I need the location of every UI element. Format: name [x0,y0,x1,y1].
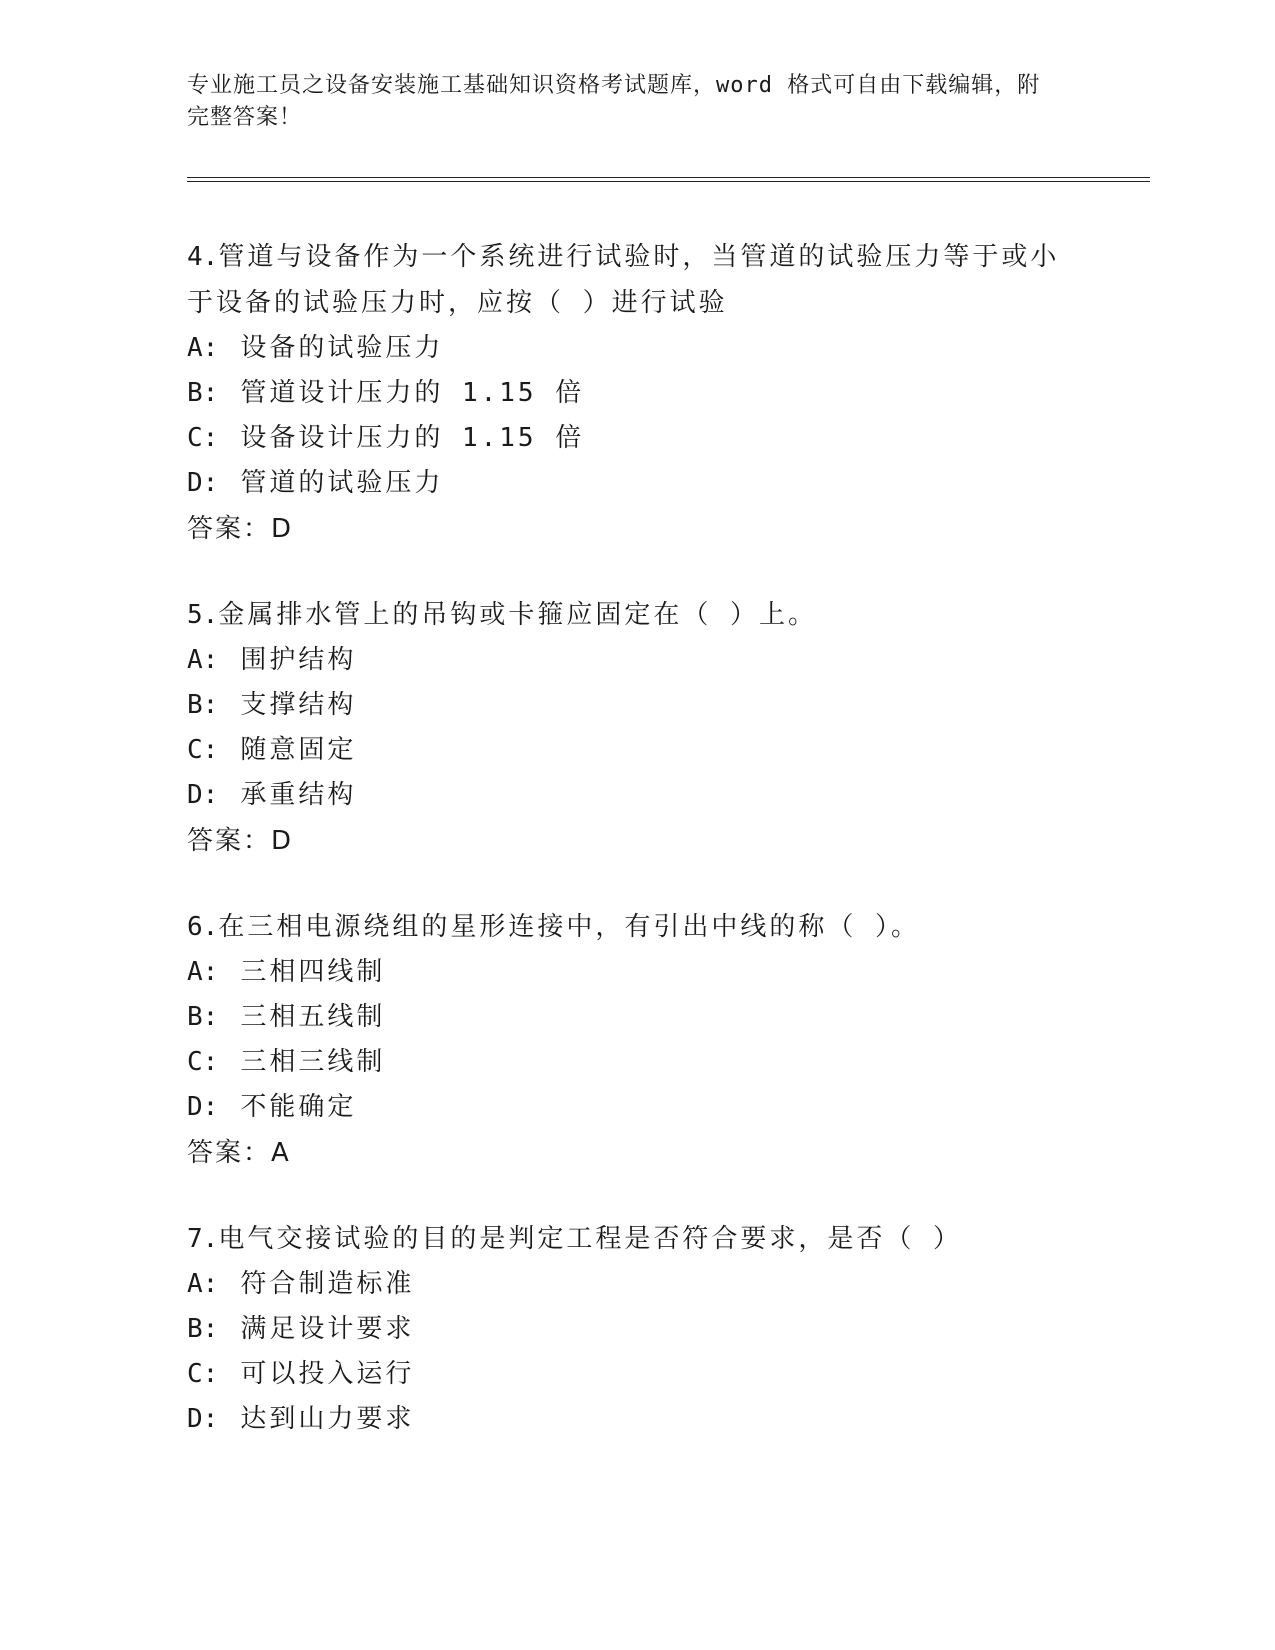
option-text: 符合制造标准 [240,1269,415,1299]
option-text: 支撑结构 [240,690,357,720]
question-stem [187,1216,1067,1262]
option-key: A: [187,957,219,987]
answer-line: 答案：A [187,1138,291,1168]
option-b [187,371,1150,416]
question-5 [187,592,1150,864]
option-d [187,773,1150,818]
option-d [187,461,1150,506]
question-6 [187,904,1150,1176]
option-a [187,1262,1150,1307]
question-text: 管道与设备作为一个系统进行试验时，当管道的试验压力等于或小于设备的试验压力时，应按（ ）进行试验 [187,242,1060,318]
option-key: C: [187,423,219,453]
option-text: 三相三线制 [240,1047,386,1077]
option-d [187,1397,1150,1442]
question-text: 在三相电源绕组的星形连接中，有引出中线的称（ ）。 [218,912,920,942]
question-stem [187,904,1067,950]
option-text: 达到山力要求 [240,1404,415,1434]
option-key: B: [187,378,219,408]
option-text: 不能确定 [240,1092,357,1122]
option-text: 设备设计压力的 1.15 倍 [240,423,585,453]
option-key: B: [187,1002,219,1032]
question-stem [187,234,1067,326]
question-number: 6. [187,912,219,942]
option-a [187,326,1150,371]
option-text: 承重结构 [240,780,357,810]
question-7 [187,1216,1150,1442]
question-text: 电气交接试验的目的是判定工程是否符合要求，是否（ ） [218,1224,962,1254]
option-c [187,1040,1150,1085]
option-text: 三相五线制 [240,1002,386,1032]
option-b [187,995,1150,1040]
option-c [187,728,1150,773]
header-divider [187,177,1150,182]
option-key: C: [187,735,219,765]
question-text: 金属排水管上的吊钩或卡箍应固定在（ ）上。 [218,600,817,630]
option-key: B: [187,1314,219,1344]
question-number: 7. [187,1224,219,1254]
option-b [187,1307,1150,1352]
option-key: D: [187,468,219,498]
option-c [187,1352,1150,1397]
question-list [187,234,1150,1482]
option-a [187,950,1150,995]
option-text: 三相四线制 [240,957,386,987]
question-number: 4. [187,242,219,272]
option-key: B: [187,690,219,720]
option-d [187,1085,1150,1130]
option-a [187,638,1150,683]
question-number: 5. [187,600,219,630]
option-c [187,416,1150,461]
option-b [187,683,1150,728]
answer-line: 答案：D [187,826,294,856]
option-key: A: [187,333,219,363]
answer-line: 答案：D [187,514,294,544]
option-text: 管道的试验压力 [240,468,444,498]
option-key: A: [187,645,219,675]
option-key: C: [187,1359,219,1389]
option-text: 管道设计压力的 1.15 倍 [240,378,585,408]
option-text: 随意固定 [240,735,357,765]
question-4 [187,234,1150,552]
option-key: C: [187,1047,219,1077]
option-key: D: [187,1092,219,1122]
option-text: 满足设计要求 [240,1314,415,1344]
option-key: D: [187,780,219,810]
option-key: A: [187,1269,219,1299]
question-stem [187,592,1067,638]
option-key: D: [187,1404,219,1434]
option-text: 设备的试验压力 [240,333,444,363]
option-text: 围护结构 [240,645,357,675]
option-text: 可以投入运行 [240,1359,415,1389]
document-intro: 专业施工员之设备安装施工基础知识资格考试题库，word 格式可自由下载编辑，附完整答案！ [187,73,1041,130]
